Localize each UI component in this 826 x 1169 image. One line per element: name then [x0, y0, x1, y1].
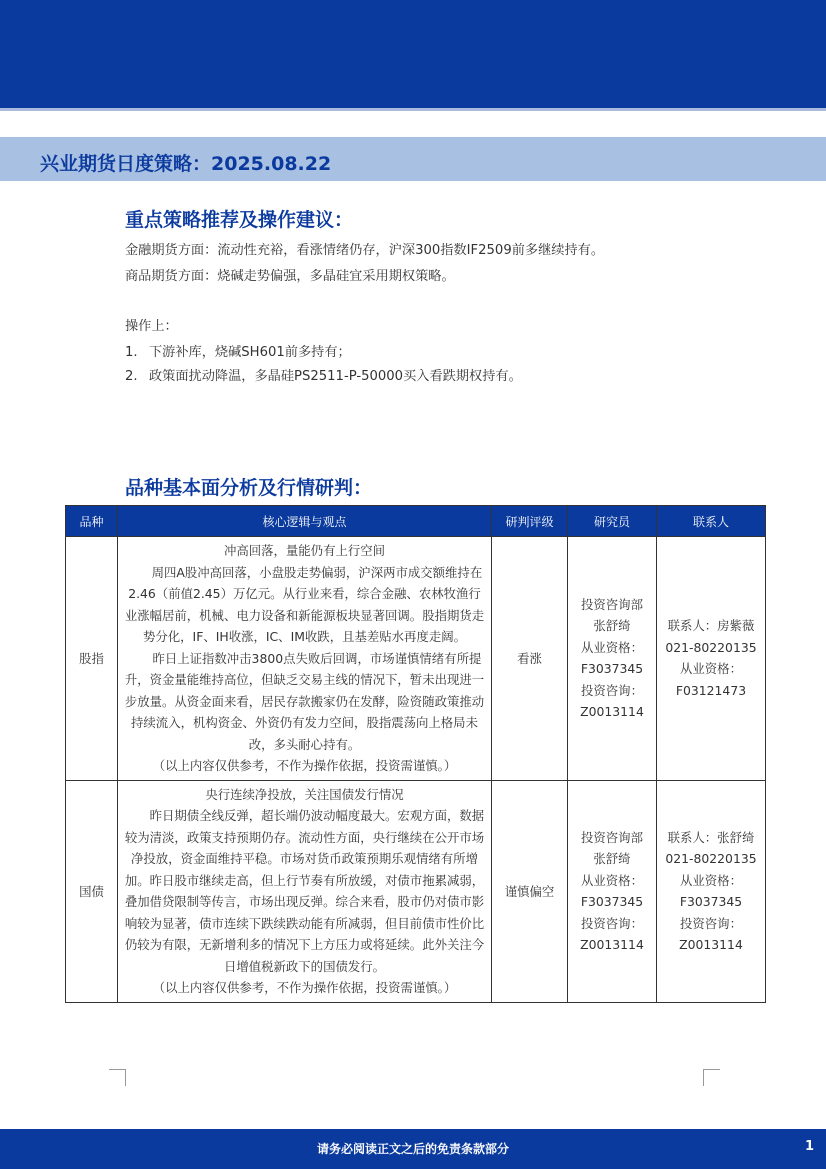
researcher-line: 投资咨询部: [581, 829, 643, 845]
col-header: 研究员: [568, 506, 657, 537]
researcher-line: 投资咨询部: [581, 596, 643, 612]
researcher-line: 从业资格：: [581, 872, 643, 888]
researcher-cell: [568, 537, 657, 781]
contact-line: 投资咨询：: [680, 915, 742, 931]
title-band: [0, 137, 826, 181]
disclaimer-note: （以上内容仅供参考，不作为操作依据，投资需谨慎。）: [152, 758, 457, 773]
researcher-line: Z0013114: [580, 704, 644, 720]
researcher-line: 张舒绮: [593, 618, 631, 634]
contact-line: 从业资格：: [680, 661, 742, 677]
contact-line: 联系人：房紫薇: [667, 618, 755, 634]
page-number: 1: [804, 1139, 814, 1154]
contact-line: 从业资格：: [680, 872, 742, 888]
ops-item-number: 1.: [125, 345, 138, 360]
ops-item-2: [125, 366, 522, 388]
col-header: 联系人: [657, 506, 766, 537]
financial-summary: 金融期货方面：流动性充裕，看涨情绪仍存，沪深300指数IF2509前多继续持有。: [125, 243, 605, 258]
contact-line: Z0013114: [679, 937, 743, 952]
contact-line: F3037345: [679, 894, 743, 909]
crop-mark: [703, 1069, 720, 1086]
researcher-line: F3037345: [580, 894, 644, 909]
contact-line: 联系人：张舒绮: [667, 829, 755, 845]
rating-cell: 看涨: [492, 537, 568, 781]
researcher-line: Z0013114: [580, 937, 644, 952]
researcher-line: F3037345: [580, 661, 644, 677]
col-header: 核心逻辑与观点: [118, 506, 492, 537]
crop-mark: [109, 1069, 126, 1086]
ops-item-1: [125, 342, 351, 364]
researcher-line: 投资咨询：: [581, 915, 643, 931]
logic-cell: [118, 780, 492, 1002]
contact-cell: [657, 780, 766, 1002]
analysis-table: [65, 505, 766, 1003]
table-row: [66, 537, 766, 781]
contact-line: 021-80220135: [665, 639, 757, 655]
disclaimer-note: （以上内容仅供参考，不作为操作依据，投资需谨慎。）: [152, 980, 457, 995]
ops-item-number: 2.: [125, 369, 138, 384]
table-row: [66, 780, 766, 1002]
logic-paragraph: 周四A股冲高回落，小盘股走势偏弱，沪深两市成交额维持在2.46（前值2.45）万亿元。从行业来看，综合金融、农林牧渔行业涨幅居前，机械、电力设备和新能源板块显著回调。股指期货走势分化，IF、IH收涨，IC、IM收跌，且基差贴水再度走阔。: [124, 564, 485, 644]
col-header: 研判评级: [492, 506, 568, 537]
contact-cell: [657, 537, 766, 781]
header-divider: [0, 108, 826, 111]
strategy-heading: 重点策略推荐及操作建议：: [125, 209, 354, 231]
analysis-heading: 品种基本面分析及行情研判：: [125, 477, 373, 499]
page-title: 兴业期货日度策略：2025.08.22: [40, 153, 332, 175]
logic-paragraph: 昨日上证指数冲击3800点失败后回调，市场谨慎情绪有所提升，资金量能维持高位，但缺乏交易主线的情况下，暂未出现进一步放量。从资金面来看，居民存款搬家仍在发酵，险资随政策推动持续流入，机构资金、外资仍有发力空间，股指震荡向上格局未改，多头耐心持有。: [124, 650, 485, 752]
footer-disclaimer: 请务必阅读正文之后的免责条款部分: [316, 1142, 509, 1156]
table-header-row: [66, 506, 766, 537]
researcher-cell: [568, 780, 657, 1002]
footer-band: [0, 1129, 826, 1169]
variety-cell: 股指: [66, 537, 118, 781]
variety-cell: 国债: [66, 780, 118, 1002]
logic-paragraph: 昨日期债全线反弹，超长端仍波动幅度最大。宏观方面，数据较为清淡，政策支持预期仍存。流动性方面，央行继续在公开市场净投放，资金面维持平稳。市场对货币政策预期乐观情绪有所增加。昨日股市继续走高，但上行节奏有所放缓，对债市拖累减弱，叠加借贷限制等传言，市场出现反弹。综合来看，股市仍对债市影响较为显著，债市连续下跌续跌动能有所减弱，但目前债市性价比仍较为有限，无新增利多的情况下上方压力或将延续。此外关注今日增值税新政下的国债发行。: [124, 808, 485, 974]
researcher-line: 投资咨询：: [581, 682, 643, 698]
contact-line: F03121473: [675, 682, 747, 698]
col-header: 品种: [66, 506, 118, 537]
ops-item-text: 下游补库，烧碱SH601前多持有；: [149, 345, 351, 360]
logic-cell: [118, 537, 492, 781]
logic-title: 央行连续净投放，关注国债发行情况: [205, 786, 404, 802]
researcher-line: 从业资格：: [581, 639, 643, 655]
researcher-line: 张舒绮: [593, 851, 631, 866]
contact-line: 021-80220135: [665, 851, 757, 866]
logic-title: 冲高回落，量能仍有上行空间: [223, 543, 386, 558]
commodity-summary: 商品期货方面：烧碱走势偏强，多晶硅宜采用期权策略。: [125, 269, 455, 284]
ops-label: 操作上：: [125, 319, 178, 334]
ops-item-text: 政策面扰动降温，多晶硅PS2511-P-50000买入看跌期权持有。: [149, 369, 522, 384]
rating-cell: 谨慎偏空: [492, 780, 568, 1002]
header-band: [0, 0, 826, 108]
